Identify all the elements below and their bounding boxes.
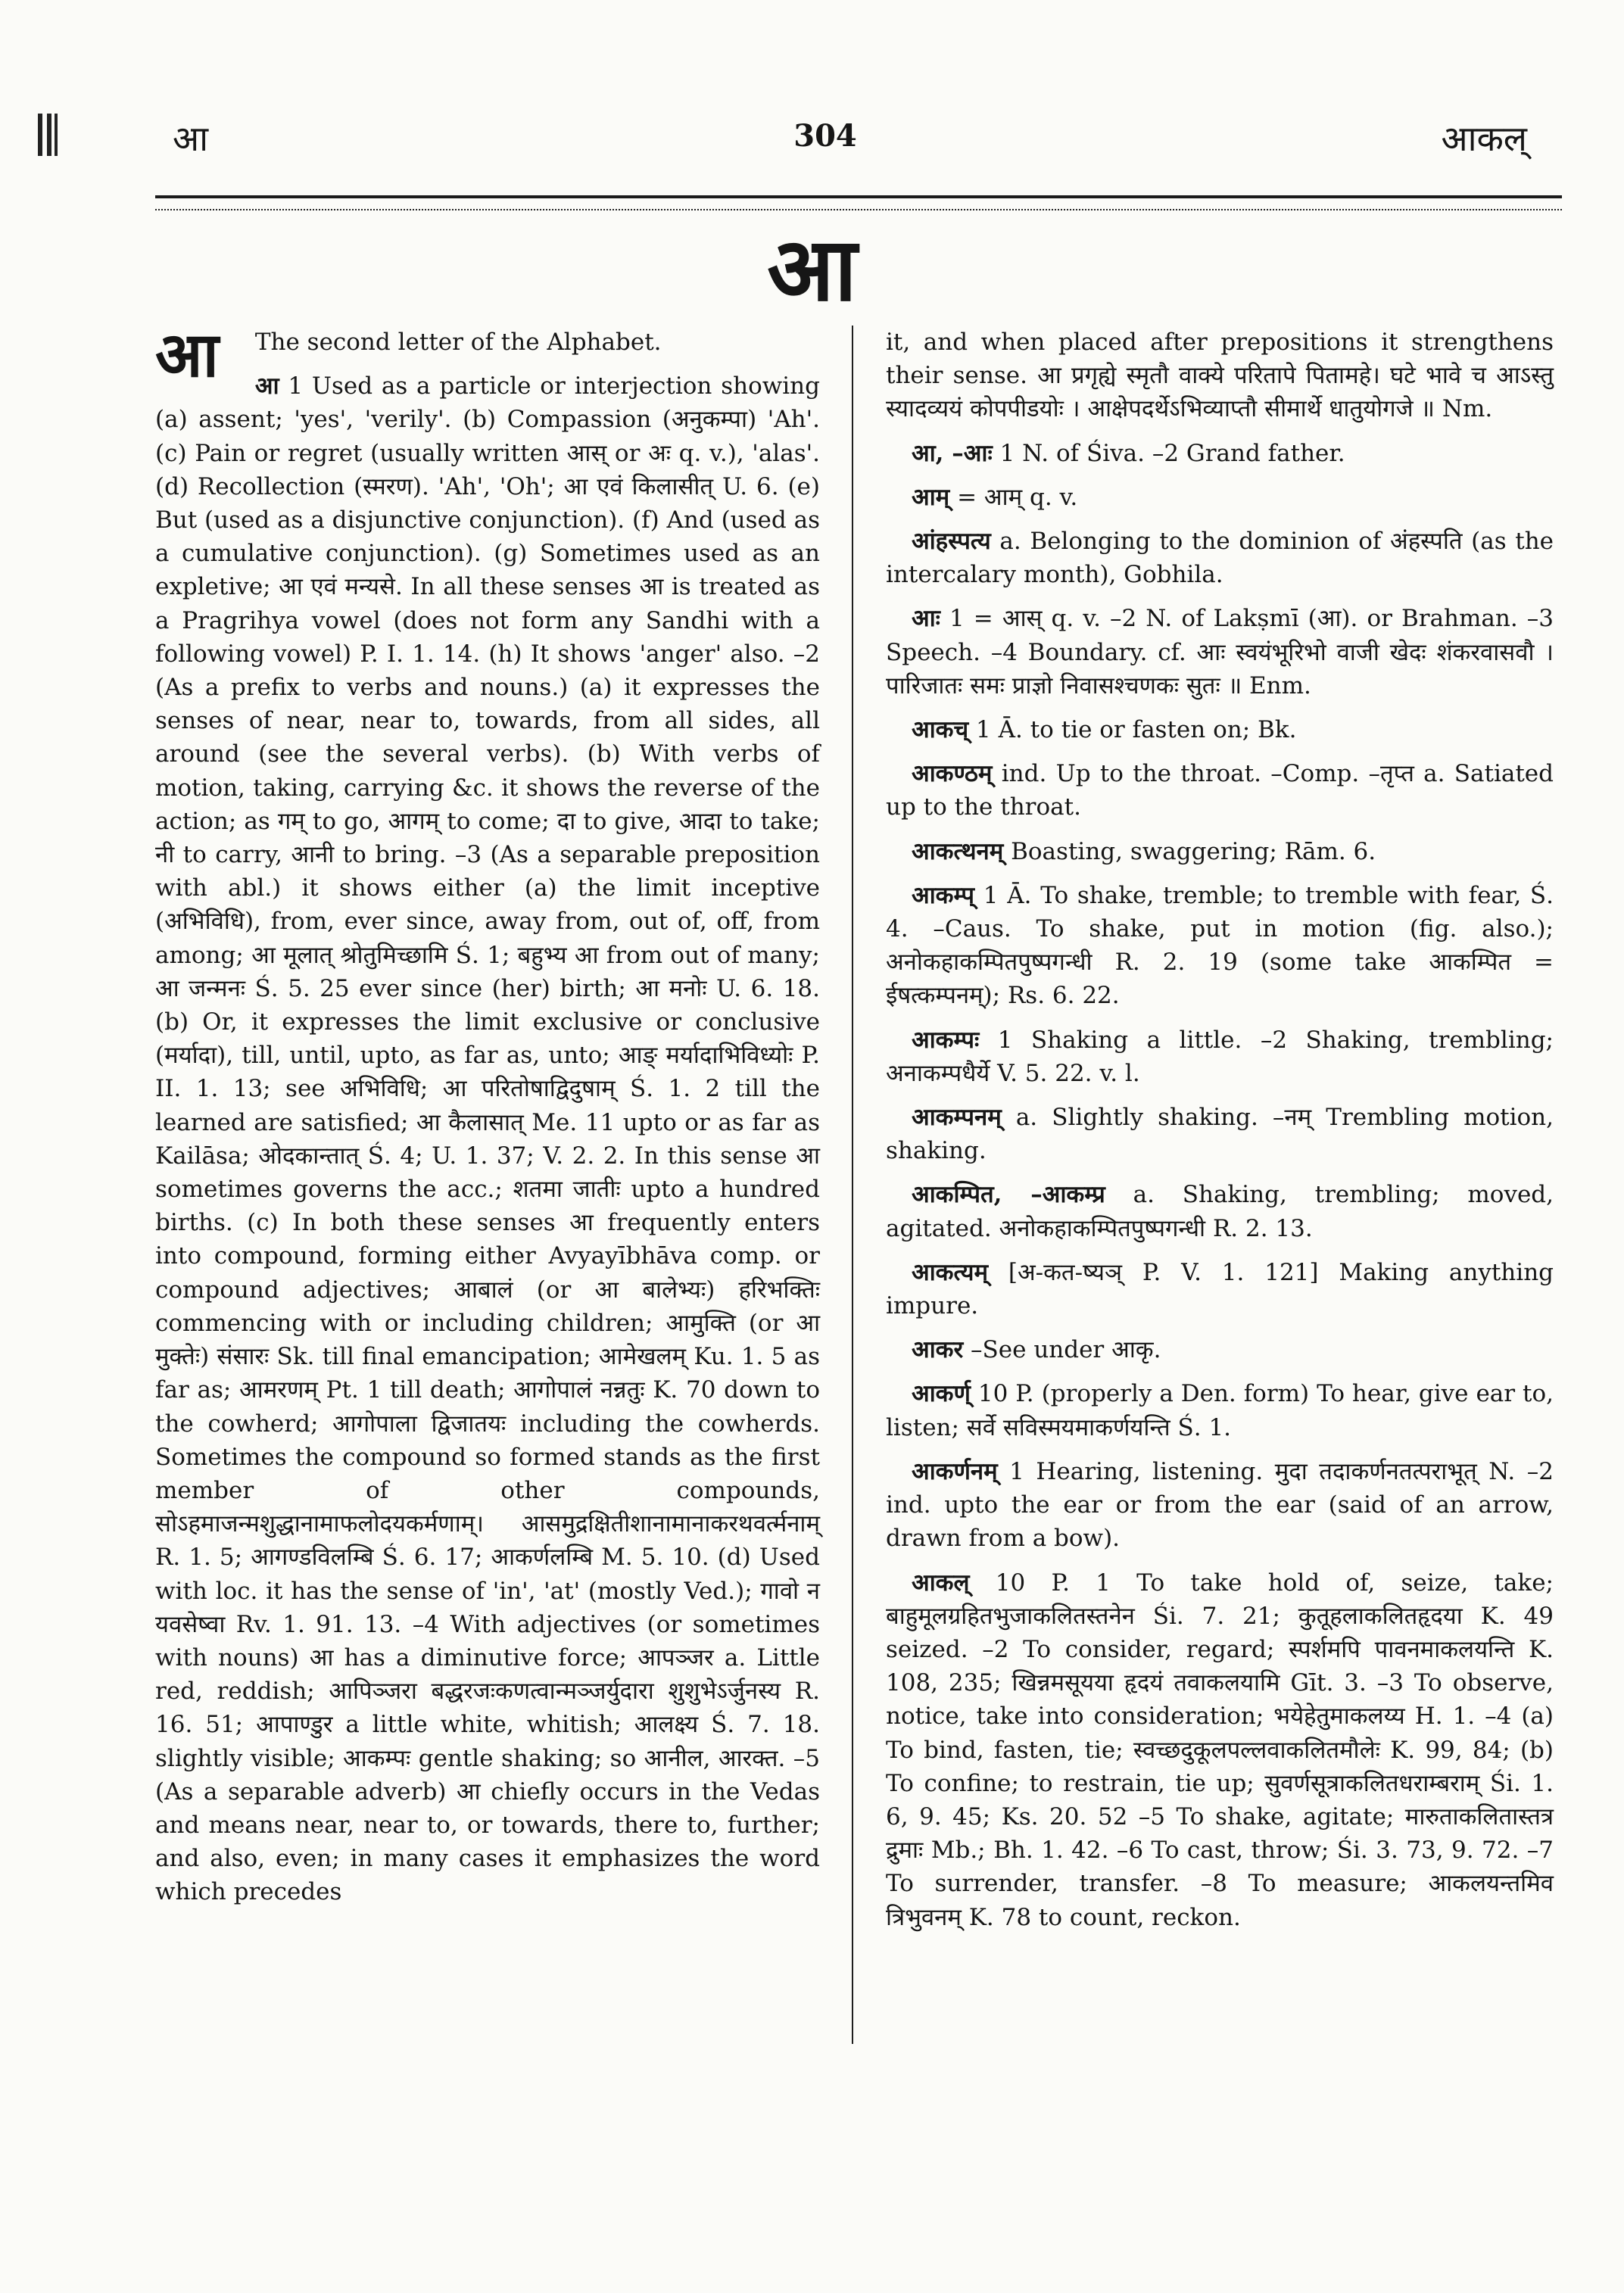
dictionary-entry xyxy=(886,713,1554,746)
entry-headword: आ xyxy=(254,372,279,400)
entry-headword: आकर्णनम् xyxy=(912,1457,998,1485)
entry-text: a. Belonging to the dominion of अंहस्पति (as the intercalary month), Gobhila. xyxy=(886,528,1554,589)
entry-text: Boasting, swaggering; Rām. 6. xyxy=(1011,837,1376,865)
right-column xyxy=(886,326,1554,1945)
entry-headword: आम् xyxy=(912,483,950,511)
entry-particle xyxy=(155,369,820,1908)
entry-text: 1 Ā. To shake, tremble; to tremble with fear, Ś. 4. –Caus. To shake, put in motion (fig. also.); अनोकहाकम्पितपुष्पगन्धी R. 2. 19 (some take आकम्पित = ईषत्कम्पनम्); Rs. 6. 22. xyxy=(886,881,1554,1010)
entry-alphabet xyxy=(155,319,820,391)
entry-text: = आम् q. v. xyxy=(957,483,1078,511)
entry-text: –See under आकृ. xyxy=(971,1336,1161,1364)
entry-text: it, and when placed after prepositions it strengthens their sense. आ प्रगृह्ये स्मृतौ वाक्ये परितापे पितामहे। घटे भावे च आऽस्तु स्यादव्ययं कोपपीडयोः । आक्षेपदर्थेऽभिव्याप्तौ सीमार्थे धातुयोगजे ॥ Nm. xyxy=(886,329,1554,423)
entry-headword: आकम्पनम् xyxy=(912,1104,1002,1132)
dictionary-entry xyxy=(886,481,1554,514)
entry-headword: आकल् xyxy=(912,1569,970,1597)
entry-headword: आकण्ठम् xyxy=(912,760,993,788)
entry-text: 1 Shaking a little. –2 Shaking, trembling; अनाकम्पधैर्ये V. 5. 22. v. l. xyxy=(886,1026,1554,1087)
dictionary-entry xyxy=(886,1178,1554,1245)
entry-text: 1 = आस् q. v. –2 N. of Lakṣmī (आ). or Brahman. –3 Speech. –4 Boundary. cf. आः स्वयंभूरिभो वाजी खेदः शंकरवासवौ । पारिजातः समः प्राज्ञो निवासश्चणकः सुतः ॥ Enm. xyxy=(886,605,1554,699)
entry-headword: आकच् xyxy=(912,716,969,744)
entry-text: 1 N. of Śiva. –2 Grand father. xyxy=(999,439,1345,467)
dictionary-entry xyxy=(886,879,1554,1013)
dictionary-entry xyxy=(886,1101,1554,1167)
entry-text: a. Slightly shaking. –नम् Trembling motion, shaking. xyxy=(886,1104,1554,1165)
header-right-guide-word: आकल् xyxy=(1441,118,1527,159)
dictionary-entry xyxy=(886,1333,1554,1366)
entry-headword: आंहस्पत्य xyxy=(912,528,991,556)
entry-text: 10 P. (properly a Den. form) To hear, give ear to, listen; सर्वे सविस्मयमाकर्णयन्ति Ś. 1. xyxy=(886,1380,1554,1441)
entry-text: 1 Ā. to tie or fasten on; Bk. xyxy=(976,716,1297,744)
dictionary-entry xyxy=(886,525,1554,591)
entry-continuation xyxy=(886,326,1554,426)
entry-headword: आकर्ण् xyxy=(912,1380,971,1408)
entry-headword: आकर xyxy=(912,1336,964,1364)
entry-text: a. Shaking, trembling; moved, agitated. अनोकहाकम्पितपुष्पगन्धी R. 2. 13. xyxy=(886,1181,1554,1242)
dictionary-entry xyxy=(886,602,1554,703)
entry-text: 1 Hearing, listening. मुदा तदाकर्णनतत्पराभूत् N. –2 ind. upto the ear or from the ear (said of an arrow, drawn from a bow). xyxy=(886,1457,1554,1553)
dictionary-entry xyxy=(886,1377,1554,1444)
margin-binding-mark xyxy=(36,114,59,156)
entry-headword: आकम्प् xyxy=(912,881,974,909)
entry-text: 10 P. 1 To take hold of, seize, take; बाहुमूलग्रहितभुजाकलितस्तनेन Śi. 7. 21; कुतूहलाकलितहृदया K. 49 seized. –2 To consider, regard; स्पर्शमपि पावनमाकलयन्ति K. 108, 235; खिन्नमसूयया हृदयं तवाकलयामि Gīt. 3. –3 To observe, notice, take into consideration; भयेहेतुमाकलय्य H. 1. –4 (a) To bind, fasten, tie; स्वच्छदुकूलपल्लवाकलितमौलेः K. 99, 84; (b) To confine; to restrain, tie up; सुवर्णसूत्राकलितधराम्बराम् Śi. 1. 6, 9. 45; Ks. 20. 52 –5 To shake, agitate; मारुताकलितास्तत्र द्रुमाः Mb.; Bh. 1. 42. –6 To cast, throw; Śi. 3. 73, 9. 72. –7 To surrender, transfer. –8 To measure; आकलयन्तमिव त्रिभुवनम् K. 78 to count, reckon. xyxy=(886,1569,1554,1931)
header-dotted-rule xyxy=(155,209,1562,210)
header-rule xyxy=(155,195,1562,198)
entry-text: The second letter of the Alphabet. xyxy=(254,329,662,356)
column-divider xyxy=(852,326,853,2044)
dictionary-entry xyxy=(886,757,1554,824)
left-column xyxy=(155,319,820,1920)
entry-headword: आ xyxy=(155,319,219,391)
dictionary-entry xyxy=(886,1566,1554,1934)
entry-headword: आः xyxy=(912,605,940,633)
entry-headword: आकत्थनम् xyxy=(912,837,1004,865)
entry-headword: आकत्यम् xyxy=(912,1258,988,1286)
entry-text: 1 Used as a particle or interjection showing (a) assent; 'yes', 'verily'. (b) Compassion (अनुकम्पा) 'Ah'. (c) Pain or regret (usually written आस् or अः q. v.), 'alas'. (d) Recollection (स्मरण). 'Ah', 'Oh'; आ एवं किलासीत् U. 6. (e) But (used as a disjunctive conjunction). (f) And (used as a cumulative conjunction). (g) Sometimes used as an expletive; आ एवं मन्यसे. In all these senses आ is treated as a Pragrihya vowel (does not form any Sandhi with a following vowel) P. I. 1. 14. (h) It shows 'anger' also. –2 (As a prefix to verbs and nouns.) (a) it expresses the senses of near, near to, towards, from all sides, all around (see the several verbs). (b) With verbs of motion, taking, carrying &c. it shows the reverse of the action; as गम् to go, आगम् to come; दा to give, आदा to take; नी to carry, आनी to bring. –3 (As a separable preposition with abl.) it shows either (a) the limit inceptive (अभिविधि), from, ever since, away from, out of, off, from among; आ मूलात् श्रोतुमिच्छामि Ś. 1; बहुभ्य आ from out of many; आ जन्मनः Ś. 5. 25 ever since (her) birth; आ मनोः U. 6. 18. (b) Or, it expresses the limit exclusive or conclusive (मर्यादा), till, until, upto, as far as, unto; आङ् मर्यादाभिविध्योः P. II. 1. 13; see अभिविधि; आ परितोषाद्विदुषाम् Ś. 1. 2 till the learned are satisfied; आ कैलासात् Me. 11 upto or as far as Kailāsa; ओदकान्तात् Ś. 4; U. 1. 37; V. 2. 2. In this sense आ sometimes governs the acc.; शतमा जातीः upto a hundred births. (c) In both these senses आ frequently enters into compound, forming either Avyayībhāva comp. or compound adjectives; आबालं (or आ बालेभ्यः) हरिभक्तिः commencing with or including children; आमुक्ति (or आ मुक्तेः) संसारः Sk. till final emancipation; आमेखलम् Ku. 1. 5 as far as; आमरणम् Pt. 1 till death; आगोपालं नन्नतुः K. 70 down to the cowherd; आगोपाला द्विजातयः including the cowherds. Sometimes the compound so formed stands as the first member of other compounds, सोऽहमाजन्मशुद्धानामाफलोदयकर्मणाम्। आसमुद्रक्षितीशानामानाकरथवर्त्मनाम् R. 1. 5; आगण्डविलम्बि Ś. 6. 17; आकर्णलम्बि M. 5. 10. (d) Used with loc. it has the sense of 'in', 'at' (mostly Ved.); गावो न यवसेष्वा Rv. 1. 91. 13. –4 With adjectives (or sometimes with nouns) आ has a diminutive force; आपञ्जर a. Little red, reddish; आपिञ्जरा बद्धरजःकणत्वान्मञ्जर्युदारा शुशुभेऽर्जुनस्य R. 16. 51; आपाण्डुर a little white, whitish; आलक्ष्य Ś. 7. 18. slightly visible; आकम्पः gentle shaking; so आनील, आरक्त. –5 (As a separable adverb) आ chiefly occurs in the Vedas and means near, near to, or towards, there to, further; and also, even; in many cases it emphasizes the word which precedes xyxy=(155,372,820,1906)
dictionary-entry xyxy=(886,835,1554,868)
section-letter-banner: आ xyxy=(767,218,857,321)
dictionary-entry xyxy=(886,1023,1554,1090)
entry-headword: आ, –आः xyxy=(912,439,993,467)
dictionary-entry xyxy=(886,437,1554,470)
page-number: 304 xyxy=(793,118,857,154)
header-left-guide-letter: आ xyxy=(173,118,209,159)
entry-text: [अ-कत-ष्यञ् P. V. 1. 121] Making anything impure. xyxy=(886,1258,1554,1320)
entry-headword: आकम्पित, –आकम्प्र xyxy=(912,1181,1105,1209)
dictionary-entry xyxy=(886,1256,1554,1323)
dictionary-entry xyxy=(886,1455,1554,1556)
entry-text: ind. Up to the throat. –Comp. –तृप्त a. Satiated up to the throat. xyxy=(886,760,1554,821)
entry-headword: आकम्पः xyxy=(912,1026,980,1054)
